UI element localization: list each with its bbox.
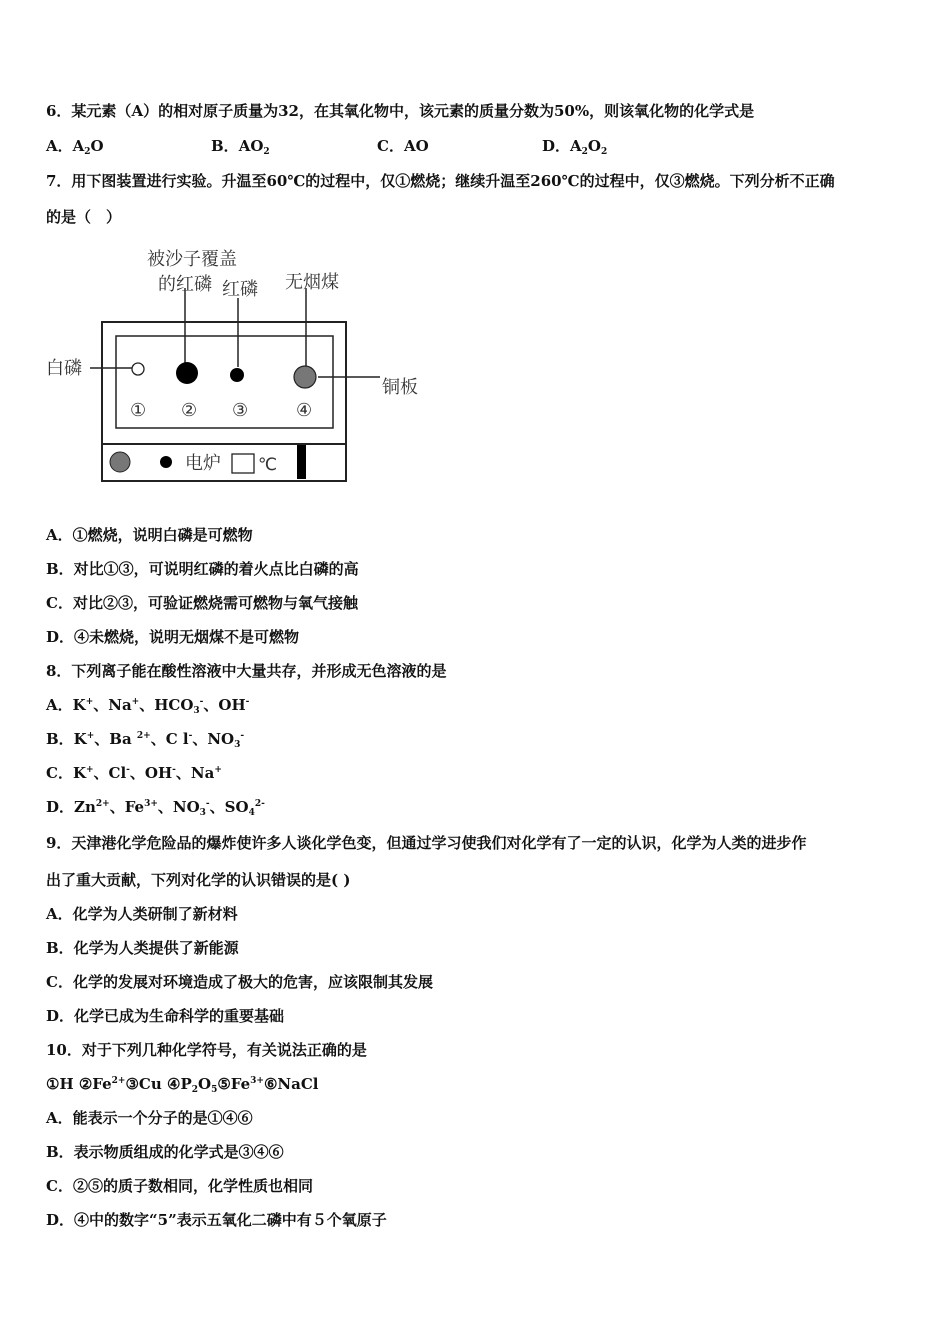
label-covered-line1: 被沙子覆盖 (147, 249, 237, 270)
number-4: ④ (296, 400, 313, 421)
label-white-phosphorus: 白磷 (46, 358, 82, 379)
q6-option-a: A．$A_2O$ (46, 137, 104, 157)
white-phosphorus-sample (132, 363, 144, 375)
q6-option-b: B．$AO_2$ (211, 137, 270, 157)
q8-option-a: A．K+、Na+、$HCO_3^-$、OH- (46, 696, 250, 716)
q8-stem: 8．下列离子能在酸性溶液中大量共存，并形成无色溶液的是 (46, 662, 447, 680)
label-copper-plate: 铜板 (382, 377, 418, 398)
number-2: ② (181, 400, 198, 421)
stove-indicator-icon (160, 456, 172, 468)
temperature-display (232, 454, 254, 473)
red-phosphorus-sample (230, 368, 244, 382)
q9-stem-line2: 出了重大贡献，下列对化学的认识错误的是( ) (46, 871, 351, 889)
q10-option-b: B．表示物质组成的化学式是③④⑥ (46, 1143, 284, 1161)
q10-option-a: A．能表示一个分子的是①④⑥ (46, 1109, 253, 1127)
label-anthracite: 无烟煤 (285, 272, 339, 293)
label-red-phosphorus: 红磷 (222, 279, 258, 300)
q8-option-c: C．K+、Cl-、OH-、Na+ (46, 764, 222, 782)
label-covered-line2: 的红磷 (158, 274, 212, 295)
q7-option-c: C．对比②③，可验证燃烧需可燃物与氧气接触 (46, 594, 358, 612)
covered-red-phosphorus-sample (176, 362, 198, 384)
number-3: ③ (232, 400, 249, 421)
stove-switch-icon (297, 445, 306, 479)
q9-stem-line1: 9．天津港化学危险品的爆炸使许多人谈化学色变，但通过学习使我们对化学有了一定的认识，化学为人类的进步作 (46, 834, 807, 852)
q10-stem: 10．对于下列几种化学符号，有关说法正确的是 (46, 1041, 367, 1059)
q7-option-a: A．①燃烧，说明白磷是可燃物 (46, 526, 253, 544)
q9-option-b: B．化学为人类提供了新能源 (46, 939, 239, 957)
q10-symbols: ①H $②Fe^{2+}③Cu$ $④P_2O_5⑤Fe^{3+}⑥NaCl$ (46, 1075, 319, 1095)
q9-option-a: A．化学为人类研制了新材料 (46, 905, 238, 923)
stove-label: 电炉 (185, 453, 221, 474)
q10-option-c: C．②⑤的质子数相同，化学性质也相同 (46, 1177, 313, 1195)
stove-knob-icon (110, 452, 130, 472)
q9-option-c: C．化学的发展对环境造成了极大的危害，应该限制其发展 (46, 973, 433, 991)
q6-option-c: C．AO (377, 137, 429, 155)
q8-option-b: B．K+、Ba $^{2+}$、C l-、$NO_3^-$ (46, 730, 245, 750)
q7-stem-line2: 的是（ ） (46, 208, 122, 226)
anthracite-sample (294, 366, 316, 388)
q10-option-d: D．④中的数字“5”表示五氧化二磷中有５个氧原子 (46, 1211, 387, 1229)
q8-option-d: D．$Zn^{2+}$、$Fe^{3+}$、$NO_3^-$、$SO_4^{2-}$ (46, 798, 265, 818)
number-1: ① (130, 400, 147, 421)
q9-option-d: D．化学已成为生命科学的重要基础 (46, 1007, 285, 1025)
degree-unit: ℃ (258, 455, 278, 475)
q7-stem-line1: 7．用下图装置进行实验。升温至60℃的过程中，仅①燃烧；继续升温至260℃的过程中，仅③燃烧。下列分析不正确 (46, 172, 835, 190)
q6-stem: 6．某元素（A）的相对原子质量为32，在其氧化物中，该元素的质量分数为50%，则该氧化物的化学式是 (46, 102, 755, 120)
q7-option-d: D．④未燃烧，说明无烟煤不是可燃物 (46, 628, 300, 646)
q7-option-b: B．对比①③，可说明红磷的着火点比白磷的高 (46, 560, 359, 578)
q7-apparatus-diagram (40, 240, 440, 490)
q6-option-d: D．$A_2O_2$ (542, 137, 608, 157)
